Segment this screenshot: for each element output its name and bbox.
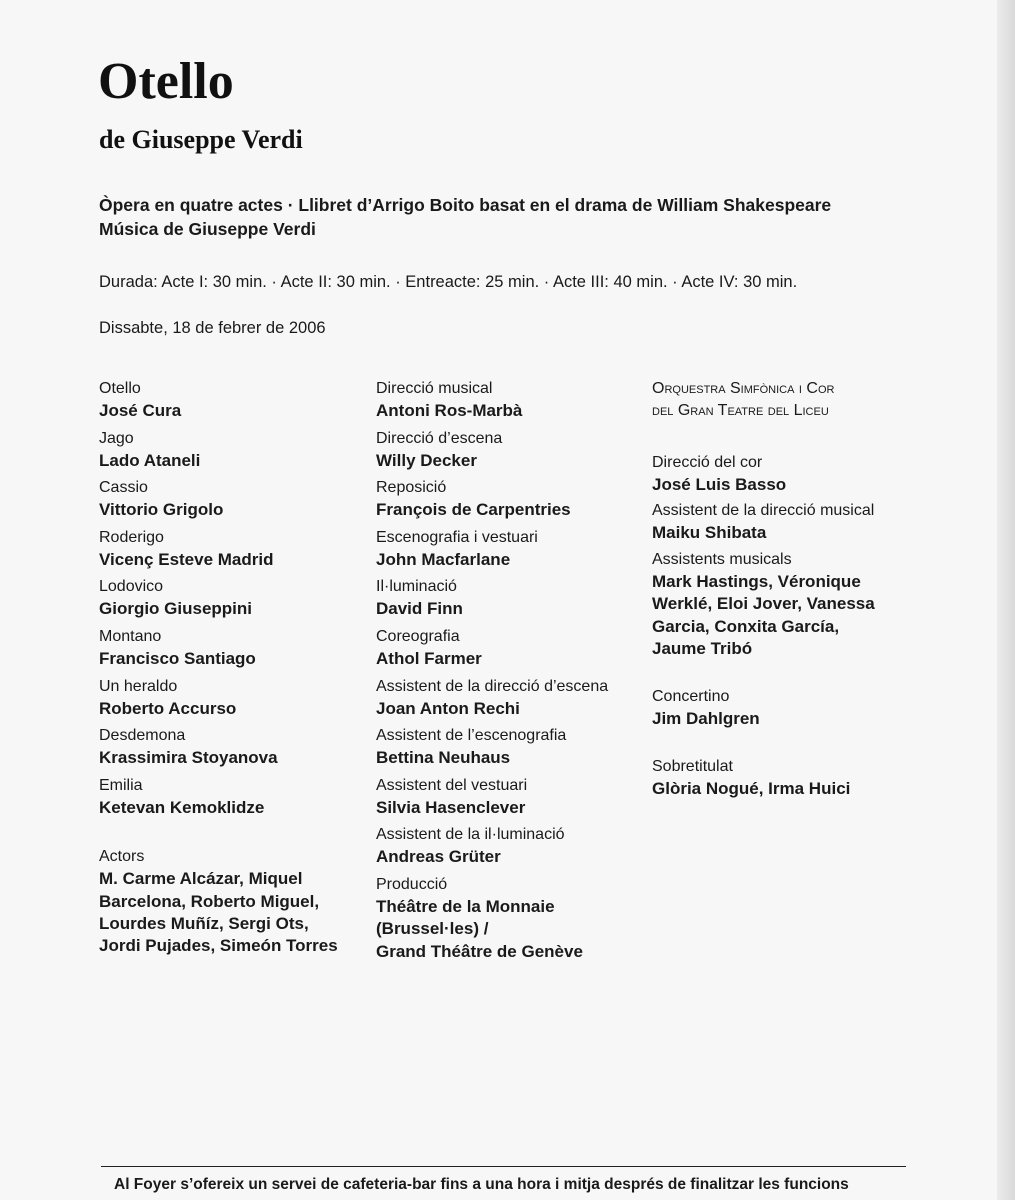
creative-role: Assistent de l’escenografia [376,727,567,745]
cast-column [99,378,364,958]
music-assistants-names: Mark Hastings, Véronique Werklé, Eloi Jover, Vanessa Garcia, Conxita García, Jaume Tribó [652,572,875,658]
surtitles-entry [652,756,917,800]
cast-entry [99,676,364,726]
creative-name: Andreas Grüter [376,847,501,867]
cast-entry [99,576,364,626]
chorus-director-entry [652,452,917,496]
creative-name: Willy Decker [376,450,477,470]
performance-date: Dissabte, 18 de febrer de 2006 [99,319,326,337]
page-edge [997,0,1015,1200]
cast-role: Otello [99,380,141,397]
creative-column [376,378,641,963]
cast-name: Giorgio Giuseppini [99,599,252,619]
footer-divider [101,1166,906,1167]
orchestra-name-line1: Orquestra Simfònica i Cor [652,380,835,397]
cast-entry [99,527,364,577]
creative-role: Il·luminació [376,578,457,596]
opera-description: Òpera en quatre actes · Llibret d’Arrigo Boito basat en el drama de William Shakespeare [99,195,832,215]
surtitles-role: Sobretitulat [652,758,733,776]
cast-name: Lado Ataneli [99,450,201,470]
composer-subtitle: de Giuseppe Verdi [99,125,303,154]
creative-name: Bettina Neuhaus [376,748,511,768]
actors-names: M. Carme Alcázar, Miquel Barcelona, Roberto Miguel, Lourdes Muñíz, Sergi Ots, Jordi Pujades, Simeón Torres [99,869,338,956]
creative-entry [376,676,641,726]
concertino-name: Jim Dahlgren [652,709,760,729]
cast-name: Francisco Santiago [99,648,256,668]
cast-role: Cassio [99,479,148,497]
creative-entry [376,626,641,676]
creative-name: Joan Anton Rechi [376,698,520,718]
cast-role: Desdemona [99,727,186,745]
creative-name: François de Carpentries [376,500,571,520]
cast-role: Jago [99,429,134,447]
creative-role: Assistent de la direcció d’escena [376,677,609,695]
cast-entry [99,725,364,775]
cast-name: Vittorio Grigolo [99,500,224,520]
music-assistants-role: Assistents musicals [652,551,792,568]
creative-name: Silvia Hasenclever [376,797,526,817]
creative-entry [376,824,641,874]
actors-entry [99,846,364,957]
creative-role: Coreografia [376,627,460,645]
chorus-director-name: José Luis Basso [652,475,787,494]
music-credit: Música de Giuseppe Verdi [99,219,316,239]
cast-role: Roderigo [99,528,164,546]
cast-name: Krassimira Stoyanova [99,748,278,768]
creative-role: Reposició [376,479,447,497]
creative-entry [376,576,641,626]
creative-entry [376,527,641,577]
production-entry [376,874,641,963]
creative-role: Assistent del vestuari [376,776,528,794]
production-label: Producció [376,875,448,893]
creative-role: Direcció d’escena [376,429,503,447]
cast-role: Lodovico [99,578,164,596]
creative-entry [376,428,641,478]
cast-name: José Cura [99,401,182,420]
orchestra-name-line2: del Gran Teatre del Liceu [652,402,829,419]
chorus-director-role: Direcció del cor [652,454,763,471]
cast-name: Vicenç Esteve Madrid [99,549,274,569]
assistant-music-role: Assistent de la direcció musical [652,502,875,519]
cast-entry [99,775,364,825]
creative-entry [376,725,641,775]
cast-entry [99,428,364,478]
orchestra-column [652,378,917,800]
cast-entry [99,378,364,428]
creative-entry [376,775,641,825]
cast-role: Emilia [99,776,143,794]
cast-entry [99,626,364,676]
duration-line: Durada: Acte I: 30 min. · Acte II: 30 min. · Entreacte: 25 min. · Acte III: 40 min. · Acte IV: 30 min. [99,273,798,291]
cast-name: Ketevan Kemoklidze [99,797,265,817]
creative-name: David Finn [376,599,463,619]
footer-note: Al Foyer s’ofereix un servei de cafeteria-bar fins a una hora i mitja després de finalitzar les funcions [114,1176,849,1193]
production-names: Théâtre de la Monnaie (Brussel·les) / Grand Théâtre de Genève [376,896,583,961]
cast-name: Roberto Accurso [99,698,237,718]
creative-role: Escenografia i vestuari [376,528,538,546]
surtitles-name: Glòria Nogué, Irma Huici [652,779,851,799]
creative-role: Direcció musical [376,380,493,397]
assistant-music-entry [652,500,917,544]
concertino-entry [652,686,917,730]
concertino-role: Concertino [652,688,730,706]
opera-title: Otello [98,53,234,110]
cast-entry [99,477,364,527]
creative-entry [376,378,641,428]
cast-role: Montano [99,627,162,645]
creative-entry [376,477,641,527]
creative-role: Assistent de la il·luminació [376,826,565,844]
assistant-music-name: Maiku Shibata [652,523,767,542]
actors-label: Actors [99,848,145,866]
creative-name: Antoni Ros-Marbà [376,401,523,420]
music-assistants-entry [652,549,917,660]
creative-name: John Macfarlane [376,549,511,569]
creative-name: Athol Farmer [376,648,482,668]
cast-role: Un heraldo [99,677,178,695]
